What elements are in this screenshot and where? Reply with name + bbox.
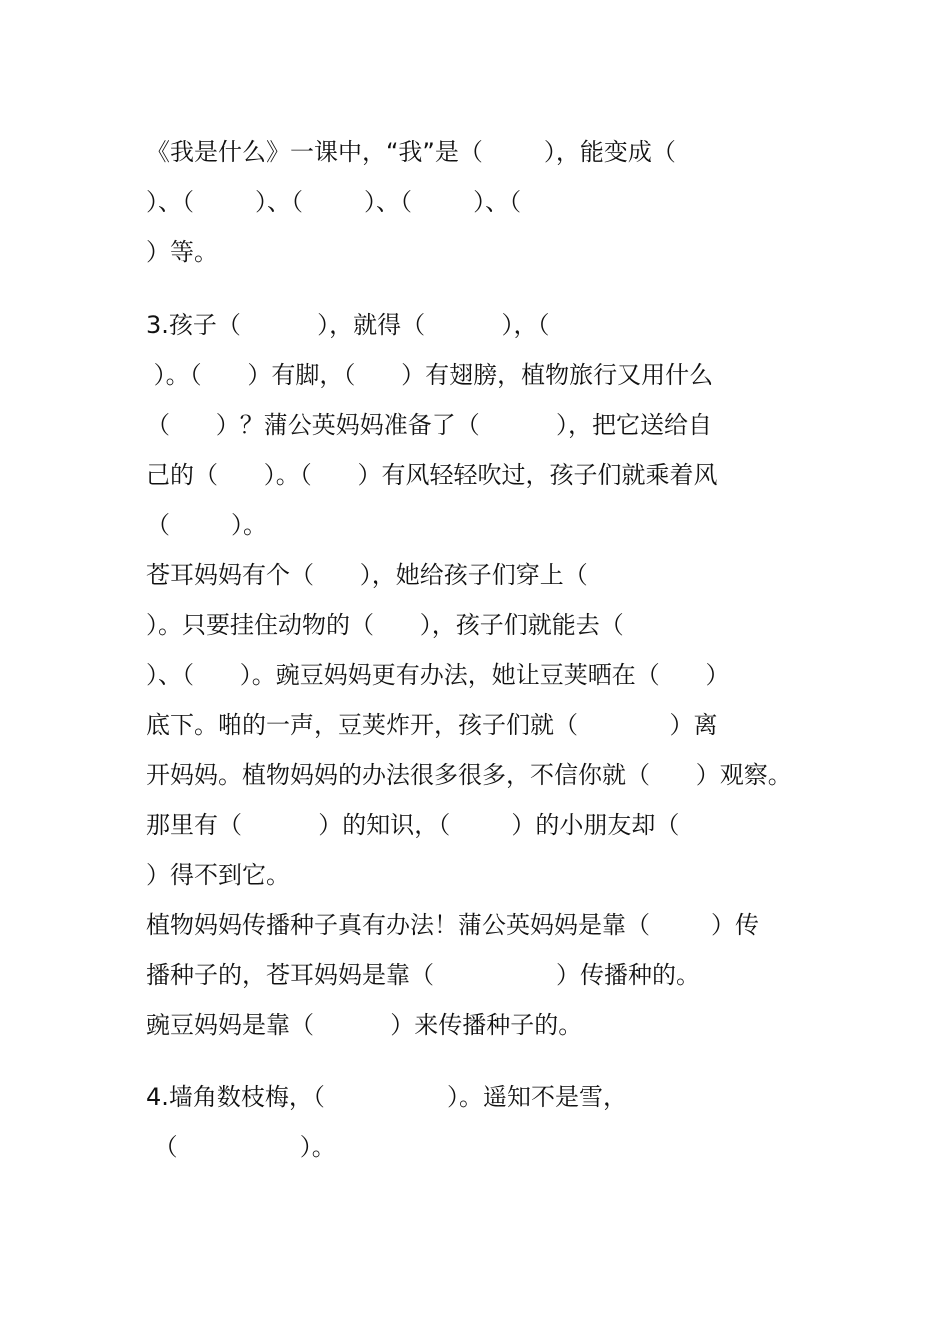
text-line: ）。只要挂住动物的（ ），孩子们就能去（	[146, 611, 624, 639]
text-line: 《我是什么》一课中，“我”是（ ），能变成（	[146, 138, 676, 166]
text-line: （ ）？蒲公英妈妈准备了（ ），把它送给自	[146, 411, 713, 439]
text-line: ）得不到它。	[146, 861, 290, 889]
text-line: 底下。啪的一声，豆荚炸开，孩子们就（ ）离	[146, 711, 718, 739]
text-line: 植物妈妈传播种子真有办法！蒲公英妈妈是靠（ ）传	[146, 911, 760, 939]
text-line: 开妈妈。植物妈妈的办法很多很多，不信你就（ ）观察。	[146, 761, 792, 789]
text-line: 3.孩子（ ），就得（ ），（	[146, 311, 550, 339]
text-line: ）等。	[146, 238, 218, 266]
text-line: ）、（ ）、（ ）、（ ）、（	[146, 188, 522, 216]
text-line: 己的（ ）。（ ）有风轻轻吹过，孩子们就乘着风	[146, 461, 718, 489]
text-line: ）。（ ）有脚，（ ）有翅膀，植物旅行又用什么	[146, 361, 714, 389]
text-line: 播种子的，苍耳妈妈是靠（ ）传播种的。	[146, 961, 701, 989]
text-line: 豌豆妈妈是靠（ ）来传播种子的。	[146, 1011, 583, 1039]
text-line: （ ）。	[146, 1133, 336, 1161]
text-line: 苍耳妈妈有个（ ），她给孩子们穿上（	[146, 561, 588, 589]
text-line: ）、（ ）。豌豆妈妈更有办法，她让豆荚晒在（ ）	[146, 661, 730, 689]
text-line: （ ）。	[146, 511, 268, 539]
text-line: 那里有（ ）的知识，（ ）的小朋友却（	[146, 811, 680, 839]
text-line: 4.墙角数枝梅，（ ）。遥知不是雪，	[146, 1083, 627, 1111]
